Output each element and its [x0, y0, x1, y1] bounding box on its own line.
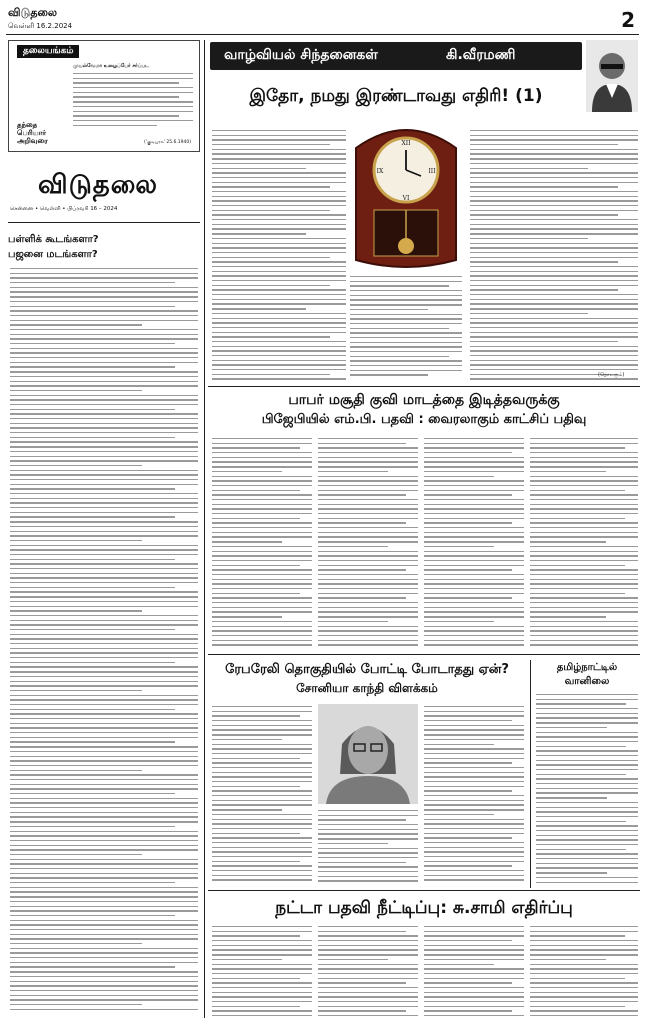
- story4-body-col3: [424, 926, 524, 1018]
- story2-body-col3: [424, 706, 524, 884]
- story2-headline: ரேபரேலி தொகுதியில் போட்டி போடாதது ஏன்?: [225, 662, 509, 677]
- story3-label-1: தமிழ்நாட்டில்: [556, 662, 618, 673]
- story4-body-col1: [212, 926, 312, 1018]
- editorial-attribution: தந்தை பெரியார் அறிவுரை: [17, 121, 48, 145]
- column-headline: இதோ, நமது இரண்டாவது எதிரி! (1): [249, 86, 543, 106]
- story3-body: [536, 694, 638, 884]
- column-body-middle: [350, 276, 462, 380]
- column-body-left: [212, 130, 346, 380]
- story1-headline-line1: பாபர் மசூதி குவி மாடத்தை இடித்தவருக்கு: [288, 392, 560, 408]
- story3-label-2: வானிலை: [564, 676, 610, 687]
- left-editorial-title-2: பஜனை மடங்களா?: [8, 249, 98, 260]
- left-editorial-title-1: பள்ளிக் கூடங்களா?: [8, 234, 99, 245]
- story4-headline: நட்டா பதவி நீட்டிப்பு: சு.சாமி எதிர்ப்பு: [275, 898, 573, 918]
- story1-body-col3: [424, 438, 524, 646]
- svg-text:III: III: [428, 168, 436, 175]
- column-banner-author: கி.வீரமணி: [446, 47, 516, 63]
- story4-body-col2: [318, 926, 418, 1018]
- mini-masthead: [8, 168, 200, 220]
- column-body-right: [470, 130, 638, 380]
- author-photo: [586, 40, 638, 112]
- column-banner-title: வாழ்வியல் சிந்தனைகள்: [224, 47, 378, 63]
- story1-body-col2: [318, 438, 418, 646]
- mini-masthead-logo: விடுதலை: [38, 170, 158, 200]
- editorial-quote-head: முயல்வேமா உழைப்பேர் சர்ப்பட: [73, 63, 150, 69]
- story2-body-col1: [212, 706, 312, 884]
- editorial-box: [8, 40, 200, 152]
- left-editorial-body: [10, 268, 198, 1012]
- masthead-date: வெள்ளி 16.2.2024: [8, 22, 73, 30]
- column-banner: [210, 42, 582, 70]
- masthead-paper-name: விடுதலை: [8, 6, 58, 19]
- clock-illustration: [348, 118, 464, 270]
- sonia-gandhi-photo: [318, 704, 418, 804]
- story4-body-col4: [530, 926, 638, 1018]
- story1-body-col4: [530, 438, 638, 646]
- story1-body-col1: [212, 438, 312, 646]
- svg-text:XII: XII: [401, 140, 411, 147]
- story2-subhead: சோனியா காந்தி விளக்கம்: [296, 681, 438, 695]
- story2-body-col2: [318, 810, 418, 884]
- column-continued: (தொடரும்): [598, 372, 625, 378]
- mini-masthead-date: சென்னை • வெள்ளி • பிப்ரவரி 16 – 2024: [10, 206, 118, 212]
- story1-headline-line2: பிஜேபியில் எம்.பி. பதவி : வைரலாகும் காட்சிப் பதிவு: [261, 412, 587, 427]
- svg-text:VI: VI: [402, 195, 410, 202]
- page-number: 2: [621, 8, 635, 32]
- editorial-source: ('குடியரசு' 25.6.1940): [144, 140, 191, 145]
- svg-text:IX: IX: [376, 168, 384, 175]
- editorial-label: தலையங்கம்: [17, 45, 79, 58]
